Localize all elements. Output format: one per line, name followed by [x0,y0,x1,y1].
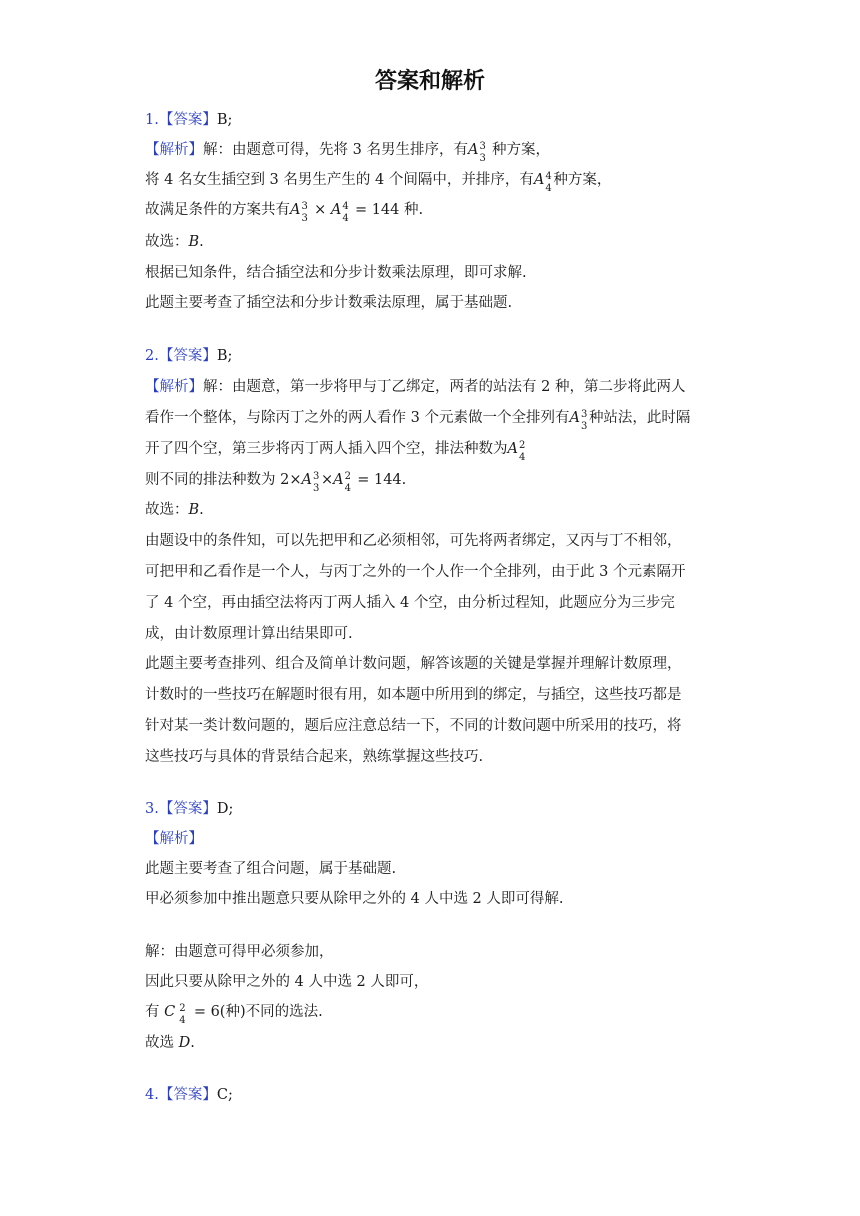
q2-answer-line [145,346,725,366]
q2-text: 开了四个空，第三步将丙丁两人插入四个空，排法种数为 [145,441,508,457]
q3-text: 故选 [145,1035,174,1051]
math-A: A [467,142,479,158]
q1-text: 种方案， [553,172,612,188]
q3-answer-tag: 【答案】 [158,801,217,817]
q3-analysis-line-2: 甲必须参加中推出题意只要从除甲之外的 4 人中选 2 人即可得解. [145,891,564,907]
math-A: A [569,410,580,426]
q1-text: = 144 种. [354,202,424,218]
q2-analysis-line-12: 针对某一类计数问题的，题后应注意总结一下，不同的计数问题中所采用的技巧，将 [145,718,682,734]
q2-analysis-line-1 [145,377,725,397]
math-index: 3 3 [479,141,486,164]
math-C: C [164,1004,176,1020]
math-index: 2 4 [518,440,526,463]
q3-answer: D; [216,801,234,817]
q2-text: 看作一个整体，与除丙丁之外的两人看作 3 个元素做一个全排列有 [145,410,570,426]
q1-analysis-line-5: 根据已知条件，结合插空法和分步计数乘法原理，即可求解. [145,265,527,281]
q1-answer-line [145,110,725,130]
q2-answer-tag: 【答案】 [158,348,217,364]
q3-analysis-line-4: 因此只要从除甲之外的 4 人中选 2 人即可， [145,974,429,990]
q2-analysis-line-2 [145,408,725,432]
q2-text: = 144. [357,472,407,488]
math-A: A [330,202,342,218]
q3-analysis-line-6 [145,1033,725,1053]
q2-analysis-line-11: 计数时的一些技巧在解题时很有用，如本题中所用到的绑定，与插空，这些技巧都是 [145,687,682,703]
q1-analysis-tag: 【解析】 [145,142,203,158]
q1-analysis-line-3 [145,200,725,224]
q1-text: . [199,234,204,250]
q4-answer-line [145,1085,725,1105]
math-index: 4 4 [545,171,552,194]
q2-answer: B; [216,348,233,364]
q1-analysis-line-4 [145,232,725,252]
q1-text: 故选： [145,234,189,250]
q3-text: = 6(种)不同的选法. [193,1004,323,1020]
q3-analysis-tag: 【解析】 [145,831,203,847]
q1-analysis-line-2 [145,170,725,194]
q2-analysis-line-8: 了 4 个空，再由插空法将丙丁两人插入 4 个空，由分析过程知，此题应分为三步完 [145,595,675,611]
q2-analysis-line-3 [145,439,725,463]
math-A: A [333,472,344,488]
math-index: 3 3 [580,409,588,432]
q2-text: . [199,502,204,518]
q4-answer: C; [216,1087,233,1103]
q4-answer-tag: 【答案】 [158,1087,217,1103]
q1-analysis-line-6: 此题主要考查了插空法和分步计数乘法原理，属于基础题. [145,295,513,311]
q2-number: 2. [145,348,159,364]
math-times: × [320,472,334,488]
q3-text: . [190,1035,195,1051]
q3-answer-line [145,799,725,819]
q2-analysis-line-6: 由题设中的条件知，可以先把甲和乙必须相邻，可先将两者绑定，又丙与丁不相邻， [145,533,682,549]
q2-text: 种站法，此时隔 [588,410,691,426]
math-A: A [301,472,312,488]
q2-analysis-tag: 【解析】 [145,379,203,395]
q3-text: 有 [145,1004,160,1020]
q1-text: 种方案， [492,142,551,158]
q3-analysis-line-1: 此题主要考查了组合问题，属于基础题. [145,861,397,877]
q1-answer: B; [216,112,233,128]
math-index: 2 4 [344,471,351,494]
q1-text: 解：由题意可得，先将 3 名男生排序，有 [203,142,468,158]
math-index: 2 4 [179,1003,186,1026]
q1-text: 故满足条件的方案共有 [145,202,290,218]
q1-number: 1. [145,112,159,128]
q3-analysis-line-3: 解：由题意可得甲必须参加， [145,944,334,960]
q2-analysis-line-10: 此题主要考查排列、组合及简单计数问题，解答该题的关键是掌握并理解计数原理， [145,656,682,672]
q2-analysis-line-4 [145,470,725,494]
q3-analysis-tag-line [145,829,725,849]
math-index: 4 4 [342,201,349,224]
math-A: A [507,441,518,457]
math-index: 3 3 [312,471,320,494]
q1-choice: B [188,234,200,250]
math-times: × [314,202,327,218]
q4-number: 4. [145,1087,159,1103]
q3-analysis-line-5 [145,1002,725,1026]
q2-analysis-line-13: 这些技巧与具体的背景结合起来，熟练掌握这些技巧. [145,749,484,765]
q1-text: 将 4 名女生插空到 3 名男生产生的 4 个间隔中，并排序，有 [145,172,534,188]
q2-text: 故选： [145,502,189,518]
q2-text: 则不同的排法种数为 2× [145,472,302,488]
q3-number: 3. [145,801,159,817]
math-A: A [290,202,301,218]
math-A: A [533,172,545,188]
q2-choice: B [188,502,200,518]
math-index: 3 3 [301,201,308,224]
q2-analysis-line-7: 可把甲和乙看作是一个人，与丙丁之外的一个人作一个全排列，由于此 3 个元素隔开 [145,564,686,580]
q2-analysis-line-9: 成，由计数原理计算出结果即可. [145,626,353,642]
q2-text: 解：由题意，第一步将甲与丁乙绑定，两者的站法有 2 种，第二步将此两人 [203,379,686,395]
page-title: 答案和解析 [374,69,485,94]
q1-answer-tag: 【答案】 [158,112,217,128]
q3-choice: D [178,1035,191,1051]
q1-analysis-line-1 [145,140,725,164]
q2-analysis-line-5 [145,500,725,520]
